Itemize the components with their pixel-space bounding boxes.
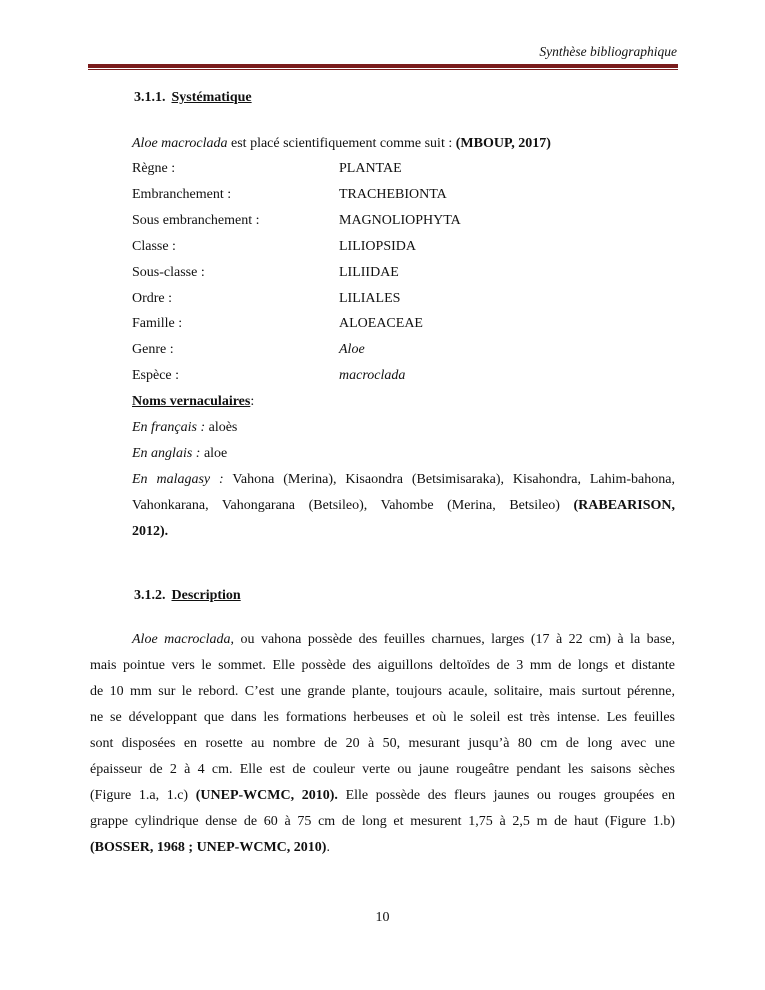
paragraph-line: de 10 mm sur le rebord. C’est une grande plante, toujours acaule, solitaire, mais surtout pérenne,: [90, 684, 675, 699]
citation: (UNEP-WCMC, 2010).: [195, 788, 338, 803]
taxonomy-value: Aloe: [339, 342, 365, 357]
section-number: 3.1.2.: [134, 588, 166, 603]
paragraph-line: [90, 835, 675, 861]
taxonomy-rank: Espèce :: [132, 368, 180, 383]
en-label: En anglais :: [132, 446, 201, 461]
species-name: Aloe macroclada: [132, 632, 231, 647]
header-rule-thin: [88, 69, 678, 70]
vernacular-mg-line3: [132, 524, 168, 540]
mg-citation-year: 2012).: [132, 524, 169, 539]
taxonomy-rank: Embranchement :: [132, 187, 232, 202]
paragraph-line: sont disposées en rosette au nombre de 20 à 50, mesurant jusqu’à 80 cm de long avec une: [90, 736, 675, 751]
taxonomy-value: macroclada: [339, 368, 406, 383]
intro-text: est placé scientifiquement comme suit :: [227, 136, 456, 151]
taxonomy-rank: Règne :: [132, 161, 176, 176]
mg-line2: Vahonkarana, Vahongarana (Betsileo), Vahombe (Merina, Betsileo): [132, 498, 574, 513]
paragraph-line: [132, 627, 675, 653]
section-title: Description: [171, 588, 241, 603]
vernacular-mg-line2: [132, 498, 675, 514]
line-text: Elle possède des fleurs jaunes ou rouges groupées en: [337, 788, 676, 803]
taxonomy-rank: Classe :: [132, 239, 176, 254]
running-header: Synthèse bibliographique: [539, 44, 677, 59]
fr-label: En français :: [132, 420, 206, 435]
taxonomy-value: MAGNOLIOPHYTA: [339, 213, 461, 228]
line-text: , ou vahona possède des feuilles charnues, larges (17 à 22 cm) à la base,: [230, 632, 676, 647]
mg-citation: (RABEARISON,: [573, 498, 675, 513]
fr-value: aloès: [205, 420, 238, 435]
species-name: Aloe macroclada: [132, 136, 228, 151]
mg-line1: Vahona (Merina), Kisaondra (Betsimisaraka), Kisahondra, Lahim-bahona,: [223, 472, 675, 487]
section-heading-systematique: [134, 90, 252, 106]
header-rule: [88, 64, 678, 68]
vernacular-en: [132, 446, 227, 462]
section-title: Systématique: [171, 90, 252, 105]
vernacular-colon: :: [250, 394, 255, 409]
page-number: 10: [375, 910, 390, 925]
taxonomy-rank: Ordre :: [132, 291, 173, 306]
citation: (MBOUP, 2017): [455, 136, 551, 151]
taxonomy-value: LILIIDAE: [339, 265, 399, 280]
vernacular-fr: [132, 420, 237, 436]
taxonomy-value: PLANTAE: [339, 161, 402, 176]
paragraph-line: mais pointue vers le sommet. Elle possède des aiguillons deltoïdes de 3 mm de longs et distante: [90, 658, 675, 673]
section-heading-description: [134, 588, 241, 604]
paragraph-line: épaisseur de 2 à 4 cm. Elle est de couleur verte ou jaune rougeâtre pendant les saisons sèches: [90, 762, 675, 777]
mg-label: En malagasy :: [132, 472, 224, 487]
paragraph-line: [90, 783, 675, 809]
taxonomy-value: ALOEACEAE: [339, 316, 423, 331]
line-text: (Figure 1.a, 1.c): [90, 788, 196, 803]
taxonomy-intro: [132, 136, 551, 152]
vernacular-heading-text: Noms vernaculaires: [132, 394, 251, 409]
taxonomy-value: LILIOPSIDA: [339, 239, 416, 254]
taxonomy-rank: Genre :: [132, 342, 174, 357]
vernacular-heading: [132, 394, 254, 410]
line-text: .: [326, 840, 330, 855]
paragraph-line: ne se développant que dans les formations herbeuses et où le soleil est très intense. Les feuilles: [90, 710, 675, 725]
section-number: 3.1.1.: [134, 90, 166, 105]
taxonomy-value: LILIALES: [339, 291, 401, 306]
description-paragraph: [90, 627, 675, 861]
vernacular-mg-line1: [132, 472, 675, 488]
en-value: aloe: [200, 446, 228, 461]
taxonomy-rank: Sous-classe :: [132, 265, 205, 280]
taxonomy-rank: Famille :: [132, 316, 183, 331]
taxonomy-value: TRACHEBIONTA: [339, 187, 447, 202]
paragraph-line: grappe cylindrique dense de 60 à 75 cm de long et mesurent 1,75 à 2,5 m de haut (Figure 1.b): [90, 814, 675, 829]
taxonomy-rank: Sous embranchement :: [132, 213, 260, 228]
citation: (BOSSER, 1968 ; UNEP-WCMC, 2010): [90, 840, 327, 855]
